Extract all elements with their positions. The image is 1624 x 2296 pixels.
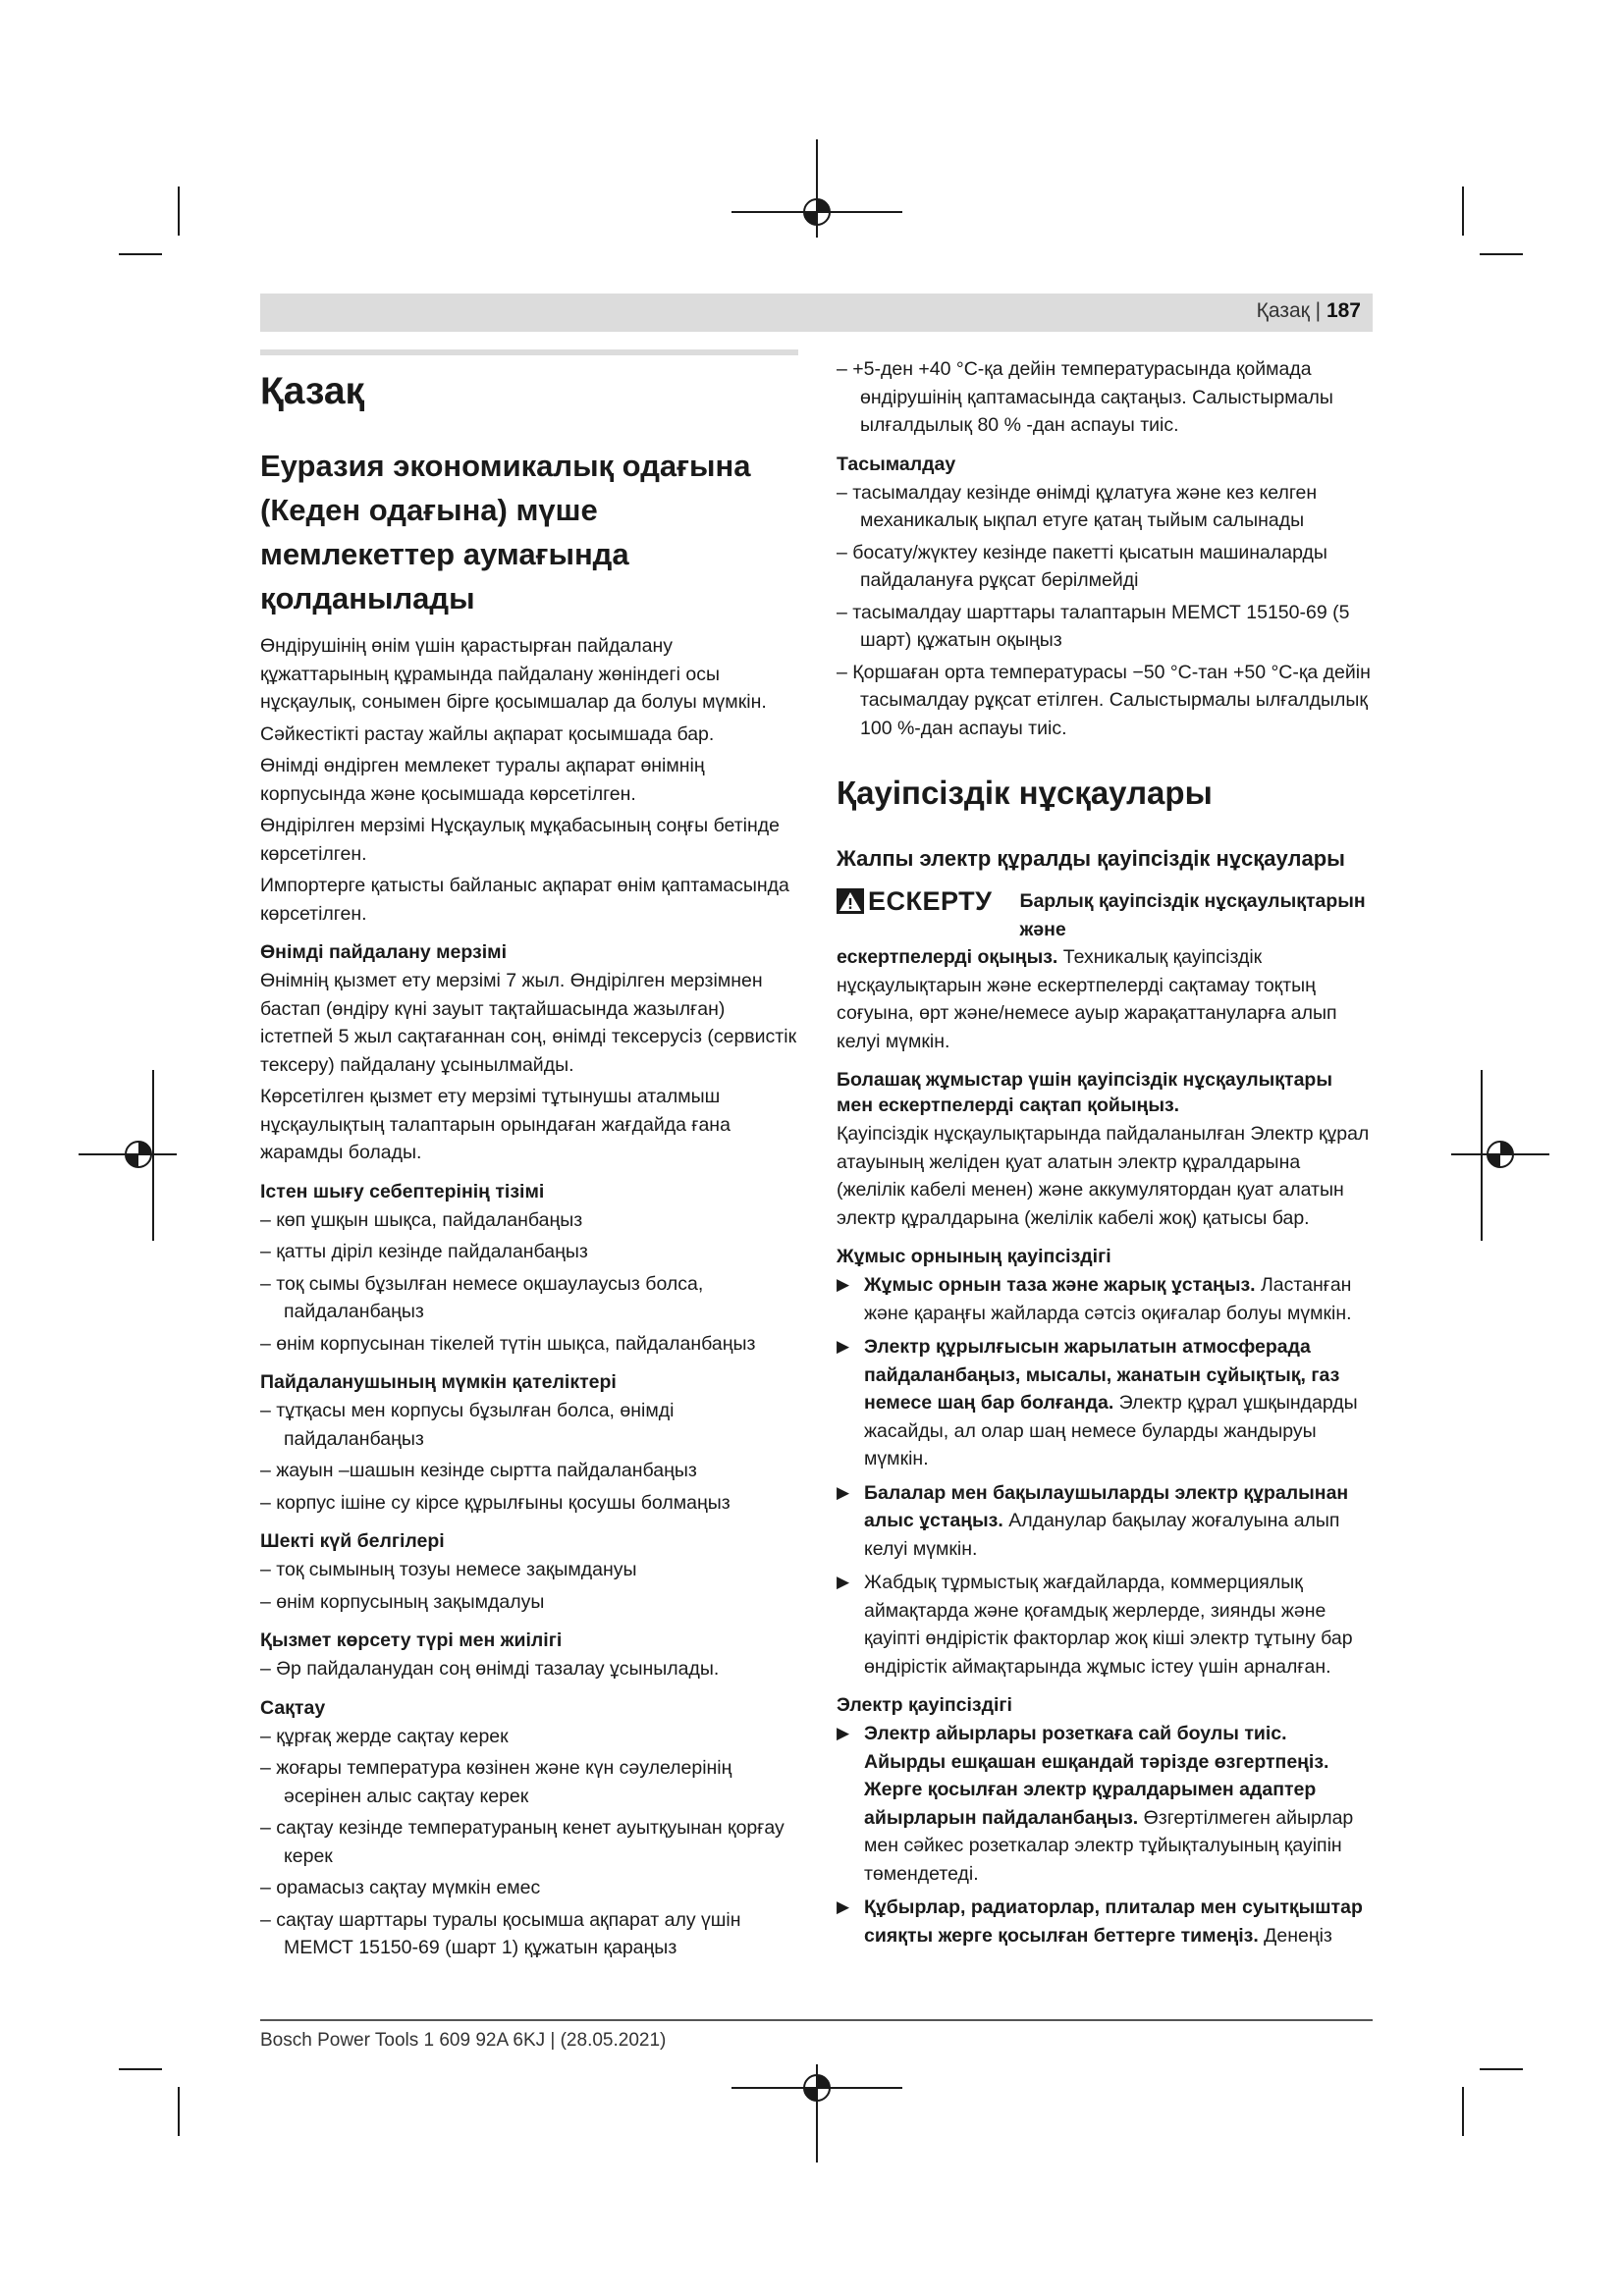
list-item xyxy=(837,1894,1373,1949)
list-item: – тоқ сымының тозуы немесе зақымдануы xyxy=(260,1556,798,1584)
section-heading: Тасымалдау xyxy=(837,453,956,475)
crop-mark xyxy=(119,253,162,255)
paragraph: Өнімнің қызмет ету мерзімі 7 жыл. Өндірілген мерзімнен бастап (өндіру күні зауыт тақтайшасында жазылған) істетпей 5 жыл сақтағаннан соң, өнімді тексерусіз (сервистік тексеру) пайдалану ұсынылмайды. xyxy=(260,970,797,1076)
footer-rule xyxy=(260,2019,1373,2021)
crop-mark xyxy=(178,187,180,236)
registration-mark-icon xyxy=(124,1140,153,1169)
list-item: – тасымалдау шарттары талаптарын МЕМСТ 15150-69 (5 шарт) құжатын оқыңыз xyxy=(837,599,1373,655)
crop-mark xyxy=(1480,2068,1523,2070)
list-item: – сақтау кезінде температураның кенет ауытқуынан қорғау керек xyxy=(260,1814,798,1870)
crop-mark xyxy=(1462,2087,1464,2136)
list-item: – тұтқасы мен корпусы бұзылған болса, өнімді пайдаланбаңыз xyxy=(260,1397,798,1453)
item-text: Алданулар бақылау жоғалуына алып келуі мүмкін. xyxy=(864,1510,1340,1560)
warning-lead: Барлық қауіпсіздік нұсқаулықтарын және xyxy=(1019,890,1366,940)
safety-title: Қауіпсіздік нұсқаулары xyxy=(837,774,1213,811)
intro-paragraph: Өнімді өндірген мемлекет туралы ақпарат өнімнің корпусында және қосымшада көрсетілген. xyxy=(260,755,705,805)
footer-text: Bosch Power Tools 1 609 92A 6KJ | (28.05.2021) xyxy=(260,2030,667,2051)
section-heading: Пайдаланушының мүмкін қателіктері xyxy=(260,1371,617,1393)
list-item xyxy=(837,1333,1373,1473)
page-header xyxy=(260,294,1373,332)
section-heading: Өнімді пайдалану мерзімі xyxy=(260,941,507,963)
section-heading: Істен шығу себептерінің тізімі xyxy=(260,1180,545,1202)
intro-paragraph: Өндірушінің өнім үшін қарастырған пайдалану құжаттарының құрамында пайдалану жөніндегі осы нұсқаулық, сонымен бірге қосымшалар да болуы мүмкін. xyxy=(260,635,767,713)
paragraph: Көрсетілген қызмет ету мерзімі тұтынушы аталмыш нұсқаулықтың талаптарын орындаған жағдайда ғана жарамды болады. xyxy=(260,1086,731,1163)
list-item: – босату/жүктеу кезінде пакетті қысатын машиналарды пайдалануға рұқсат берілмейді xyxy=(837,539,1373,595)
list-item xyxy=(837,1271,1373,1327)
list-item: – корпус ішіне су кірсе құрылғыны қосушы болмаңыз xyxy=(260,1489,798,1518)
list-item: – құрғақ жерде сақтау керек xyxy=(260,1723,798,1751)
item-text: Өзгертілмеген айырлар мен сәйкес розеткалар электр тұйықталуының қауіпін төмендетеді. xyxy=(864,1806,1354,1885)
section-heading: Шекті күй белгілері xyxy=(260,1530,445,1552)
crop-mark xyxy=(1462,187,1464,236)
item-text: Жабдық тұрмыстық жағдайларда, коммерциялық аймақтарда және қоғамдық жерлерде, зиянды және қауіпті өндірістік факторлар жоқ кіші электр тұтыну бар өндірістік аймақтарында жұмыс істеу үшін арналған. xyxy=(864,1572,1353,1678)
section-heading: Болашақ жұмыстар үшін қауіпсіздік нұсқаулықтары мен ескертпелерді сақтап қойыңыз. xyxy=(837,1069,1332,1116)
item-bold: Электр құрылғысын жарылатын атмосферада пайдаланбаңыз, мысалы, жанатын сұйықтық, газ немесе шаң бар болғанда. xyxy=(864,1336,1340,1414)
section-heading: Жұмыс орнының қауіпсіздігі xyxy=(837,1246,1111,1267)
paragraph: Қауіпсіздік нұсқаулықтарында пайдаланылған Электр құрал атауының желіден қуат алатын электр құралдарына (желілік кабелі менен) және аккумулятордан қуат алатын электр құралдарына (желілік кабелі жоқ) қатысы бар. xyxy=(837,1123,1370,1229)
warning-label: ЕСКЕРТУ xyxy=(868,886,993,916)
registration-mark-icon xyxy=(802,2073,832,2103)
list-item: – +5-ден +40 °C-қа дейін температурасында қоймада өндірушінің қаптамасында сақтаңыз. Салыстырмалы ылғалдылық 80 % -дан аспауы тиіс. xyxy=(837,355,1373,440)
intro-paragraph: Өндірілген мерзімі Нұсқаулық мұқабасының соңғы бетінде көрсетілген. xyxy=(260,815,780,865)
item-bold: Балалар мен бақылаушыларды электр құралынан алыс ұстаңыз. xyxy=(864,1481,1349,1531)
column-rule xyxy=(260,349,798,355)
intro-paragraph: Сәйкестікті растау жайлы ақпарат қосымшада бар. xyxy=(260,722,715,745)
section-title: Қазақ xyxy=(260,370,365,412)
page-number: 187 xyxy=(1326,299,1361,322)
warning-text: Техникалық қауіпсіздік нұсқаулықтарын және ескертпелерді сақтамау тоқтың соғуына, өрт және/немесе ауыр жарақаттануларға алып келуі мүмкін. xyxy=(837,946,1337,1052)
left-column xyxy=(260,361,798,1966)
intro-paragraph: Импортерге қатысты байланыс ақпарат өнім қаптамасында көрсетілген. xyxy=(260,875,789,925)
list-item: – жоғары температура көзінен және күн сәулелерінің әсерінен алыс сақтау керек xyxy=(260,1754,798,1810)
item-bold: Жұмыс орнын таза және жарық ұстаңыз. xyxy=(864,1274,1256,1296)
section-heading: Электр қауіпсіздігі xyxy=(837,1694,1012,1716)
registration-line xyxy=(1481,1070,1483,1241)
warning-badge xyxy=(837,887,1019,916)
item-bold: Құбырлар, радиаторлар, плиталар мен суытқыштар сияқты жерге қосылған беттерге тимеңіз. xyxy=(864,1896,1363,1947)
list-item: – тоқ сымы бұзылған немесе оқшаулаусыз болса, пайдаланбаңыз xyxy=(260,1270,798,1326)
list-item: – тасымалдау кезінде өнімді құлатуға және кез келген механикалық ықпал етуге қатаң тыйым салынады xyxy=(837,479,1373,535)
registration-mark-icon xyxy=(802,197,832,227)
right-column xyxy=(837,355,1373,1955)
subtitle: Еуразия экономикалық одағына (Кеден одағына) мүше мемлекеттер аумағында қолданылады xyxy=(260,449,751,615)
list-item xyxy=(837,1569,1373,1681)
header-section: Қазақ xyxy=(1256,299,1310,322)
list-item: – қатты діріл кезінде пайдаланбаңыз xyxy=(260,1238,798,1266)
warning-lead-cont: ескертпелерді оқыңыз. xyxy=(837,946,1058,968)
item-text: Электр құрал ұшқындарды жасайды, ал олар шаң немесе буларды жандыруы мүмкін. xyxy=(864,1392,1358,1469)
list-item: – өнім корпусынан тікелей түтін шықса, пайдаланбаңыз xyxy=(260,1330,798,1359)
crop-mark xyxy=(1480,253,1523,255)
section-heading: Қызмет көрсету түрі мен жиілігі xyxy=(260,1629,563,1651)
list-item xyxy=(837,1720,1373,1888)
header-separator: | xyxy=(1309,299,1326,322)
warning-block xyxy=(837,887,1373,943)
item-bold: Электр айырлары розеткаға сай боулы тиіс. Айырды ешқашан ешқандай тәрізде өзгертпеңіз. Жерге қосылған электр құралдарымен адаптер айырларын пайдаланбаңыз. xyxy=(864,1723,1329,1829)
warning-triangle-icon xyxy=(837,888,864,914)
section-heading: Сақтау xyxy=(260,1696,326,1719)
list-item xyxy=(837,1479,1373,1564)
crop-mark xyxy=(119,2068,162,2070)
item-text: Денеңіз xyxy=(1258,1924,1332,1947)
registration-mark-icon xyxy=(1486,1140,1515,1169)
list-item: – орамасыз сақтау мүмкін емес xyxy=(260,1874,798,1902)
list-item: – Әр пайдаланудан соң өнімді тазалау ұсынылады. xyxy=(260,1655,798,1683)
general-safety-heading: Жалпы электр құралды қауіпсіздік нұсқаулары xyxy=(837,846,1345,871)
header-label xyxy=(1257,299,1361,323)
list-item: – Қоршаған орта температурасы −50 °C-тан +50 °C-қа дейін тасымалдау рұқсат етілген. Салыстырмалы ылғалдылық 100 %-дан аспауы тиіс. xyxy=(837,659,1373,743)
item-text: Ластанған және қараңғы жайларда сәтсіз оқиғалар болуы мүмкін. xyxy=(864,1274,1352,1324)
list-item: – өнім корпусының зақымдалуы xyxy=(260,1588,798,1617)
crop-mark xyxy=(178,2087,180,2136)
list-item: – сақтау шарттары туралы қосымша ақпарат алу үшін МЕМСТ 15150-69 (шарт 1) құжатын қараңыз xyxy=(260,1906,798,1962)
list-item: – жауын –шашын кезінде сыртта пайдаланбаңыз xyxy=(260,1457,798,1485)
list-item: – көп ұшқын шықса, пайдаланбаңыз xyxy=(260,1206,798,1235)
